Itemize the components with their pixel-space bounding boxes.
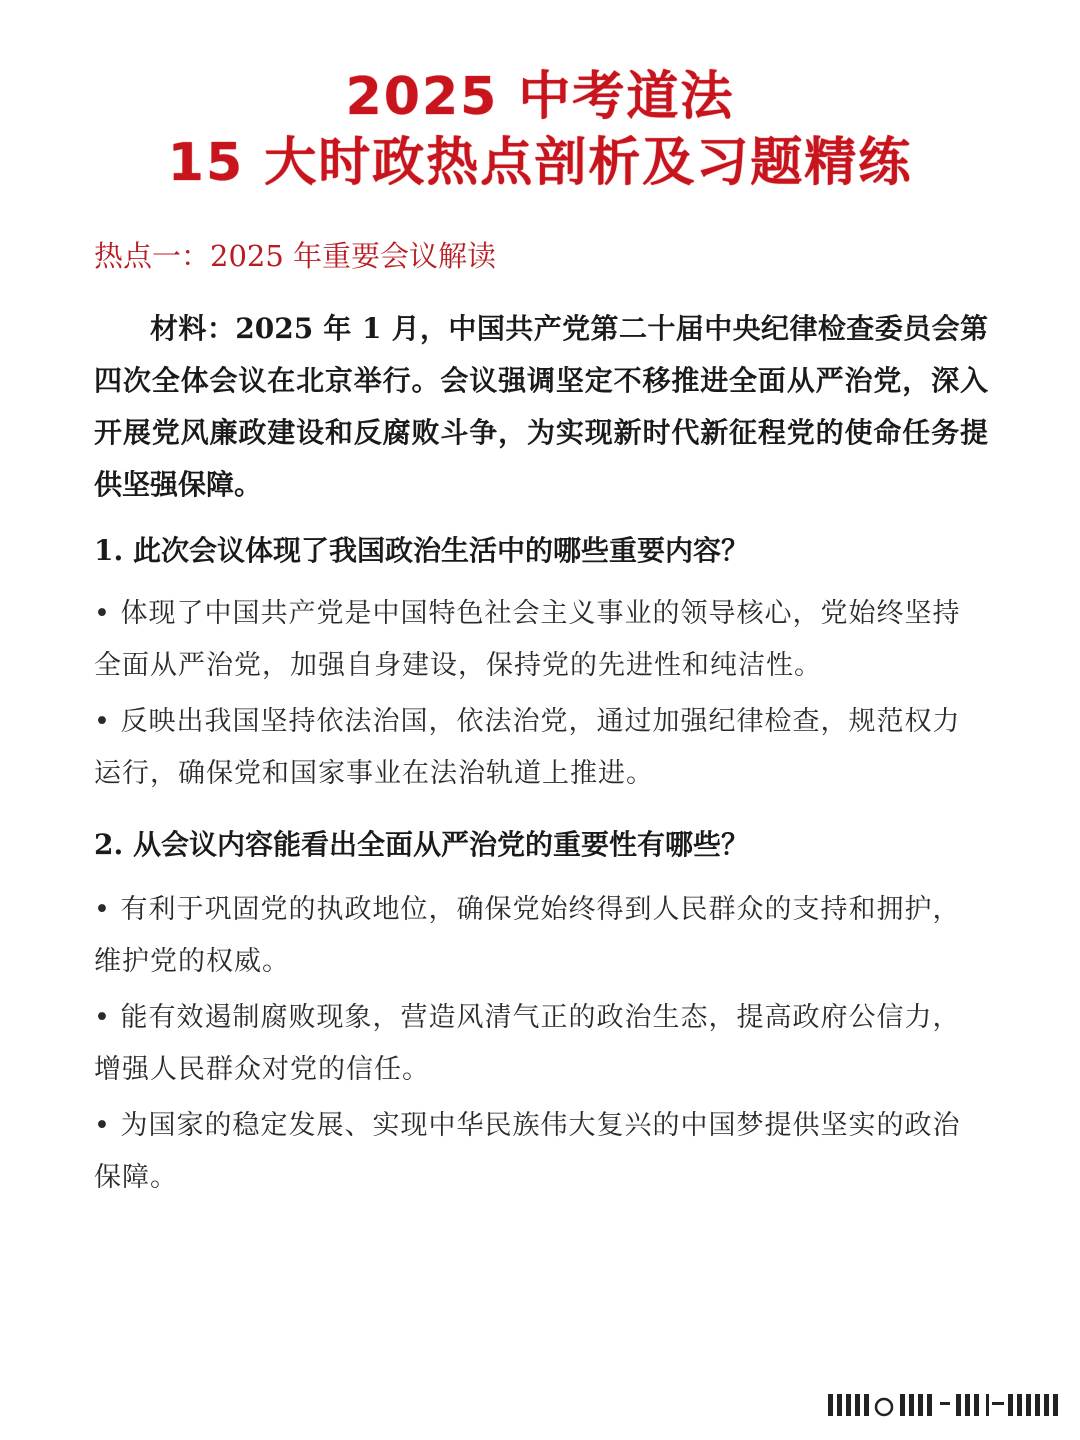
hotspot-heading: 热点一：2025 年重要会议解读 bbox=[94, 239, 497, 273]
document-title-line-2: 15 大时政热点剖析及习题精练 bbox=[167, 133, 913, 193]
material-paragraph: 材料：2025 年 1 月，中国共产党第二十届中央纪律检查委员会第四次全体会议在北京举行。会议强调坚定不移推进全面从严治党，深入开展党风廉政建设和反腐败斗争，为实现新时代新征程党的使命任务提供坚强保障。 bbox=[94, 312, 988, 501]
question-2-answer-1: • 有利于巩固党的执政地位，确保党始终得到人民群众的支持和拥护，维护党的权威。 bbox=[94, 894, 961, 977]
question-1: 1. 此次会议体现了我国政治生活中的哪些重要内容？ bbox=[94, 534, 749, 567]
watermark-logo bbox=[828, 1390, 1058, 1420]
question-2-answer-2: • 能有效遏制腐败现象，营造风清气正的政治生态，提高政府公信力，增强人民群众对党的信任。 bbox=[94, 1002, 961, 1085]
document-title-line-1: 2025 中考道法 bbox=[345, 67, 735, 127]
question-1-answer-1: • 体现了中国共产党是中国特色社会主义事业的领导核心，党始终坚持全面从严治党，加强自身建设，保持党的先进性和纯洁性。 bbox=[94, 598, 961, 681]
question-2: 2. 从会议内容能看出全面从严治党的重要性有哪些？ bbox=[94, 828, 749, 861]
question-1-answer-2: • 反映出我国坚持依法治国，依法治党，通过加强纪律检查，规范权力运行，确保党和国家事业在法治轨道上推进。 bbox=[94, 706, 961, 789]
question-2-answer-3: • 为国家的稳定发展、实现中华民族伟大复兴的中国梦提供坚实的政治保障。 bbox=[94, 1110, 961, 1193]
